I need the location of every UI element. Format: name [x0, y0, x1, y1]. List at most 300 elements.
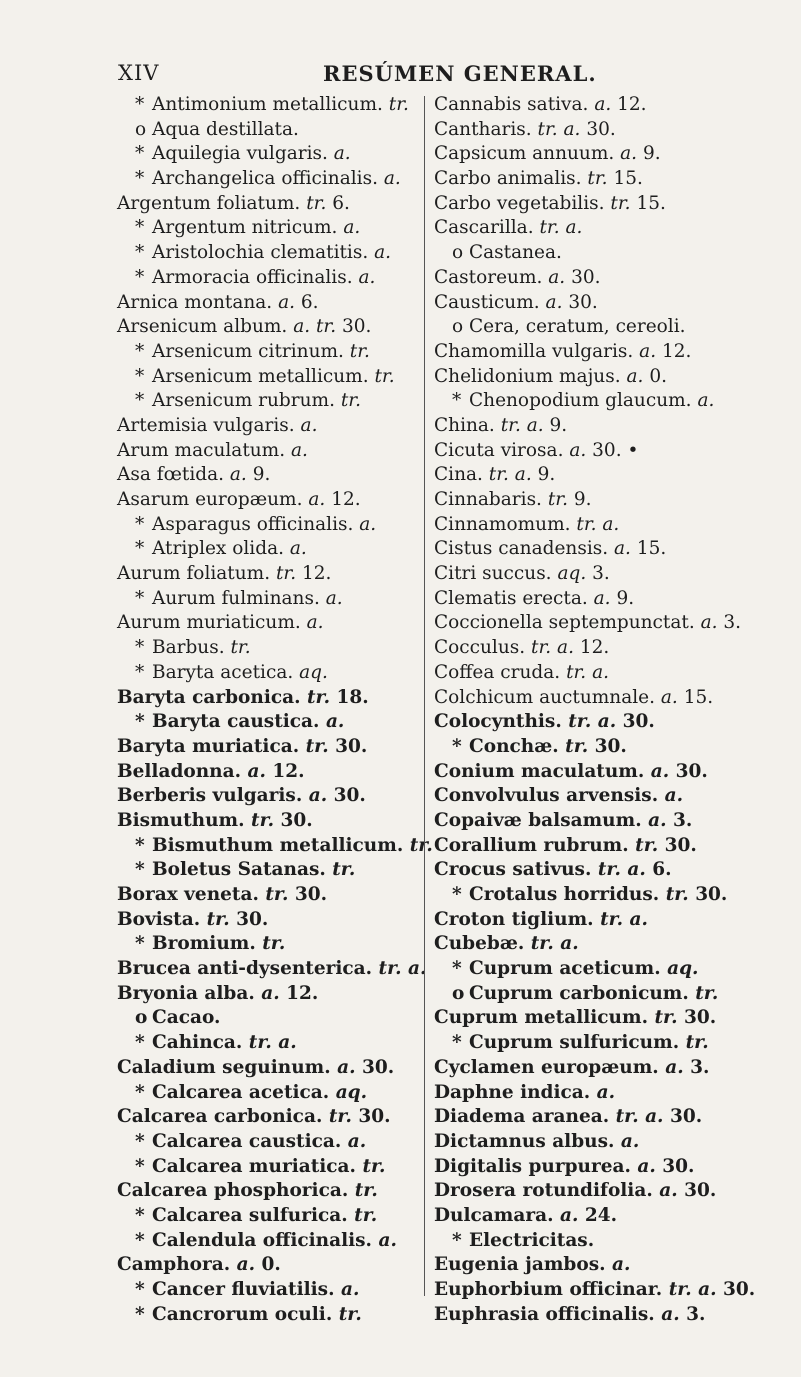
index-entry [117, 562, 419, 587]
index-entry [434, 908, 764, 933]
entry-name: Dictamnus albus. [434, 1130, 615, 1152]
entry-name: Conchæ. [469, 735, 559, 757]
index-entry [434, 932, 764, 957]
entry-preparation: a. [289, 538, 307, 560]
entry-dilution: 15. [613, 168, 643, 190]
index-entry [117, 1303, 419, 1328]
entry-name: Citri succus. [434, 563, 552, 585]
index-entry [434, 587, 764, 612]
entry-preparation: a. [229, 464, 247, 486]
index-entry [434, 365, 764, 390]
entry-preparation: a. [278, 291, 296, 313]
entry-name: Chenopodium glaucum. [469, 390, 692, 412]
index-entry [434, 414, 764, 439]
entry-name: Cacao. [152, 1007, 221, 1029]
entry-preparation: a. [620, 1130, 640, 1152]
entry-dilution: 9. [549, 414, 568, 436]
entry-dilution: 30. [335, 735, 368, 757]
entry-preparation: tr. [230, 637, 251, 659]
entry-preparation: tr. [695, 982, 719, 1004]
entry-name: Cubebæ. [434, 933, 525, 955]
entry-name: Electricitas. [469, 1229, 595, 1251]
entry-preparation: a. [291, 439, 308, 461]
index-entry [117, 488, 419, 513]
index-entry [434, 266, 764, 291]
entry-preparation: tr. [685, 1032, 709, 1054]
entry-dilution: 3. [592, 563, 610, 585]
entry-name: Baryta carbonica. [117, 686, 301, 708]
index-entry [117, 611, 419, 636]
entry-preparation: a. [626, 365, 644, 387]
index-entry [117, 340, 419, 365]
index-entry [117, 1179, 419, 1204]
index-entry [434, 710, 764, 735]
index-entry [434, 142, 764, 167]
entry-name: Digitalis purpurea. [434, 1155, 631, 1177]
index-entry [117, 291, 419, 316]
entry-dilution: 0. [261, 1254, 281, 1276]
entry-name: Daphne indica. [434, 1081, 591, 1103]
index-entry [434, 241, 764, 266]
entry-name: Aurum fulminans. [152, 587, 320, 609]
entry-preparation: a. [337, 1056, 356, 1078]
entry-name: Cera, ceratum, cereoli. [469, 316, 686, 338]
entry-name: Archangelica officinalis. [152, 168, 378, 190]
page-header [118, 58, 741, 88]
entry-name: Bismuthum metallicum. [152, 834, 404, 856]
entry-preparation: tr. [275, 563, 297, 585]
entry-preparation: aq. [299, 661, 328, 683]
index-entry [434, 661, 764, 686]
entry-dilution: 30. [675, 760, 708, 782]
index-entry [117, 1006, 419, 1031]
asterisk-marker: * [135, 143, 145, 165]
index-entry [434, 513, 764, 538]
index-entry [117, 661, 419, 686]
entry-name: Euphrasia officinalis. [434, 1303, 655, 1325]
index-entry [434, 1031, 764, 1056]
entry-preparation: tr. a. [576, 513, 620, 535]
page-number: XIV [118, 61, 160, 85]
entry-dilution: 30. [280, 809, 313, 831]
index-entry [117, 439, 419, 464]
index-entry [434, 93, 764, 118]
entry-preparation: tr. [328, 1106, 352, 1128]
entry-dilution: 24. [584, 1204, 618, 1226]
index-entry [434, 1303, 764, 1328]
index-entry [117, 1081, 419, 1106]
index-entry [434, 1155, 764, 1180]
entry-preparation: a. [620, 143, 638, 165]
entry-preparation: tr. a. [668, 1279, 717, 1300]
asterisk-marker: * [135, 538, 145, 560]
entry-name: Belladonna. [117, 760, 242, 782]
entry-name: Cina. [434, 464, 483, 486]
entry-dilution: 3. [686, 1303, 706, 1325]
entry-name: Copaivæ balsamum. [434, 809, 642, 831]
entry-preparation: a. [545, 291, 563, 313]
entry-name: Carbo vegetabilis. [434, 192, 605, 214]
entry-preparation: a. [343, 217, 361, 239]
entry-name: Cuprum aceticum. [469, 958, 661, 980]
index-entry [117, 513, 419, 538]
index-entry [434, 1253, 764, 1278]
entry-name: Calcarea sulfurica. [152, 1204, 348, 1226]
entry-preparation: a. [594, 94, 612, 115]
index-entry [434, 1006, 764, 1031]
entry-name: Bromium. [152, 933, 256, 955]
entry-preparation: tr. [305, 735, 329, 757]
index-entry [434, 611, 764, 636]
index-entry [117, 315, 419, 340]
entry-dilution: 30. [294, 884, 328, 905]
circle-marker: o [135, 1007, 148, 1029]
entry-preparation: tr. a. [597, 859, 646, 881]
entry-name: Berberis vulgaris. [117, 785, 303, 807]
entry-name: Coccionella septempunctat. [434, 612, 695, 634]
index-entry [434, 809, 764, 834]
entry-preparation: a. tr. [293, 316, 337, 338]
asterisk-marker: * [452, 1229, 462, 1251]
entry-preparation: tr. a. [566, 661, 609, 683]
entry-name: Arum maculatum. [117, 439, 286, 461]
running-head: RESÚMEN GENERAL. [323, 60, 597, 86]
entry-name: Aurum muriaticum. [117, 612, 301, 634]
entry-preparation: a. [700, 612, 718, 634]
entry-name: Cicuta virosa. [434, 439, 564, 461]
index-entry [117, 389, 419, 414]
index-entry [434, 784, 764, 809]
entry-preparation: a. [596, 1081, 616, 1103]
entry-preparation: a. [261, 982, 280, 1004]
index-entry [117, 93, 419, 118]
entry-dilution: 3. [723, 612, 742, 634]
asterisk-marker: * [135, 1155, 145, 1177]
index-entry [434, 167, 764, 192]
entry-name: Chelidonium majus. [434, 365, 621, 387]
entry-dilution: 3. [690, 1056, 710, 1078]
index-entry [117, 587, 419, 612]
entry-name: Cistus canadensis. [434, 538, 609, 560]
entry-preparation: tr. [340, 390, 361, 412]
entry-preparation: tr. a. [500, 414, 544, 436]
entry-name: Barbus. [152, 637, 225, 659]
index-entry [434, 1081, 764, 1106]
entry-name: Dulcamara. [434, 1204, 554, 1226]
index-entry [117, 957, 427, 982]
entry-name: Arsenicum metallicum. [152, 365, 369, 387]
entry-dilution: 6. [300, 291, 319, 313]
entry-dilution: 9. [573, 489, 592, 510]
entry-name: Coffea cruda. [434, 661, 561, 683]
entry-dilution: 30. [723, 1279, 756, 1300]
index-entry [117, 932, 419, 957]
entry-name: Brucea anti-dysenterica. [117, 958, 373, 980]
index-entry [434, 1204, 764, 1229]
asterisk-marker: * [135, 217, 145, 239]
entry-name: Eugenia jambos. [434, 1254, 606, 1276]
index-entry [117, 1155, 419, 1180]
entry-name: Boletus Satanas. [152, 859, 326, 881]
index-entry [434, 982, 764, 1007]
entry-preparation: tr. a. [248, 1032, 297, 1054]
entry-dilution: 15. [636, 192, 666, 214]
entry-name: Cahinca. [152, 1032, 243, 1054]
index-entry [117, 414, 419, 439]
entry-dilution: 30. [622, 711, 655, 733]
entry-dilution: 9. [616, 587, 635, 609]
entry-preparation: a. [659, 1180, 678, 1202]
index-entry [434, 216, 764, 241]
circle-marker: o [452, 982, 465, 1004]
index-entry [434, 735, 764, 760]
entry-name: Bovista. [117, 908, 201, 930]
entry-dilution: 0. [649, 365, 667, 387]
entry-name: Arsenicum citrinum. [152, 340, 344, 362]
index-entry [117, 1278, 419, 1303]
entry-preparation: tr. [388, 94, 409, 115]
entry-name: Bryonia alba. [117, 982, 255, 1004]
asterisk-marker: * [135, 1081, 145, 1103]
asterisk-marker: * [135, 390, 145, 412]
entry-preparation: tr. [565, 735, 589, 757]
entry-dilution: 30. [342, 316, 372, 338]
index-entry [117, 1253, 419, 1278]
entry-preparation: tr. [306, 192, 327, 214]
entry-name: Baryta muriatica. [117, 735, 300, 757]
index-entry [117, 636, 419, 661]
entry-dilution: 18. [336, 686, 369, 708]
entry-dilution: 30. [669, 1106, 703, 1128]
entry-dilution: 30. [683, 1007, 717, 1029]
entry-preparation: a. [300, 414, 318, 436]
asterisk-marker: * [135, 1303, 145, 1325]
entry-dilution: 3. [672, 809, 693, 831]
index-entry [117, 883, 419, 908]
entry-name: Arsenicum album. [117, 316, 288, 338]
entry-name: Calcarea phosphorica. [117, 1180, 349, 1202]
entry-preparation: tr. a. [615, 1106, 664, 1128]
entry-preparation: tr. a. [539, 217, 583, 239]
index-entry [434, 834, 764, 859]
entry-preparation: a. [347, 1130, 367, 1152]
entry-name: Colocynthis. [434, 711, 562, 733]
entry-preparation: a. [247, 760, 266, 782]
entry-dilution: 30. [568, 291, 598, 313]
index-entry [434, 858, 764, 883]
index-entry [117, 118, 419, 143]
index-entry [117, 365, 419, 390]
entry-name: Chamomilla vulgaris. [434, 340, 634, 362]
entry-preparation: a. [660, 686, 678, 708]
entry-preparation: tr. [362, 1155, 386, 1177]
entry-preparation: tr. [587, 168, 608, 190]
entry-preparation: tr. [251, 809, 275, 831]
index-entry [117, 266, 419, 291]
index-entry [117, 686, 419, 711]
entry-dilution: 30. • [592, 439, 639, 461]
index-entry [117, 537, 419, 562]
entry-dilution: 9. [252, 464, 271, 486]
index-entry [434, 686, 764, 711]
entry-preparation: a. [559, 1204, 579, 1226]
entry-preparation: a. [637, 1155, 656, 1177]
entry-preparation: a. [378, 1229, 397, 1251]
entry-name: Arsenicum rubrum. [152, 390, 335, 412]
asterisk-marker: * [135, 340, 145, 362]
entry-preparation: tr. [610, 192, 631, 214]
index-entry [117, 760, 419, 785]
entry-name: Convolvulus arvensis. [434, 785, 659, 807]
entry-name: Asa fœtida. [117, 464, 225, 486]
left-column [117, 93, 433, 1327]
index-entry [434, 1056, 764, 1081]
entry-preparation: tr. a. [568, 711, 617, 733]
asterisk-marker: * [135, 859, 145, 881]
entry-preparation: aq. [667, 958, 699, 980]
entry-name: Aquilegia vulgaris. [152, 143, 328, 165]
circle-marker: o [135, 118, 147, 140]
index-entry [434, 1179, 764, 1204]
entry-preparation: a. [665, 1056, 684, 1078]
entry-dilution: 30. [362, 1056, 395, 1078]
entry-name: Cantharis. [434, 118, 532, 140]
asterisk-marker: * [452, 884, 462, 905]
entry-name: Cuprum metallicum. [434, 1007, 649, 1029]
index-entry [434, 463, 764, 488]
entry-preparation: tr. [332, 859, 356, 881]
entry-preparation: tr. a. [378, 958, 427, 980]
asterisk-marker: * [135, 1130, 145, 1152]
index-entry [117, 1204, 419, 1229]
entry-preparation: tr. [635, 834, 659, 856]
entry-name: Argentum foliatum. [117, 192, 301, 214]
entry-name: Croton tiglium. [434, 908, 594, 930]
entry-preparation: a. [648, 809, 667, 831]
entry-preparation: a. [374, 242, 392, 264]
entry-name: Cocculus. [434, 637, 526, 659]
entry-preparation: a. [639, 340, 657, 362]
entry-preparation: aq. [557, 563, 587, 585]
circle-marker: o [452, 316, 464, 338]
entry-preparation: a. [358, 266, 376, 288]
entry-preparation: tr. [262, 933, 286, 955]
entry-preparation: tr. [665, 884, 689, 905]
entry-dilution: 6. [332, 192, 350, 214]
circle-marker: o [452, 242, 464, 264]
index-entry [434, 315, 764, 340]
index-entry [434, 883, 764, 908]
asterisk-marker: * [135, 661, 145, 683]
entry-preparation: a. [548, 266, 566, 288]
entry-preparation: a. [236, 1254, 256, 1276]
entry-name: Calendula officinalis. [152, 1229, 372, 1251]
asterisk-marker: * [135, 1229, 145, 1251]
index-entry [434, 389, 764, 414]
entry-dilution: 30. [333, 785, 366, 807]
entry-preparation: tr. a. [537, 118, 581, 140]
entry-preparation: tr. [374, 365, 395, 387]
asterisk-marker: * [135, 365, 145, 387]
asterisk-marker: * [452, 735, 462, 757]
index-entry [434, 1278, 764, 1303]
entry-dilution: 12. [579, 637, 610, 659]
asterisk-marker: * [135, 1204, 145, 1226]
entry-name: Cinnabaris. [434, 489, 542, 510]
index-entry [434, 1229, 764, 1254]
entry-name: Aristolochia clematitis. [152, 242, 369, 264]
entry-name: Corallium rubrum. [434, 834, 629, 856]
entry-preparation: tr. [654, 1007, 678, 1029]
entry-name: Castanea. [469, 242, 562, 264]
index-entry [117, 1056, 419, 1081]
entry-dilution: 30. [236, 908, 269, 930]
entry-name: Caladium seguinum. [117, 1056, 331, 1078]
entry-name: Borax veneta. [117, 884, 259, 905]
entry-name: Causticum. [434, 291, 540, 313]
asterisk-marker: * [452, 1032, 462, 1054]
entry-name: Drosera rotundifolia. [434, 1180, 653, 1202]
asterisk-marker: * [135, 168, 145, 190]
entry-dilution: 30. [684, 1180, 717, 1202]
entry-name: Armoracia officinalis. [152, 266, 353, 288]
entry-dilution: 15. [683, 686, 714, 708]
entry-name: Conium maculatum. [434, 760, 645, 782]
index-entry [434, 488, 764, 513]
entry-name: Cinnamomum. [434, 513, 571, 535]
entry-preparation: a. [661, 1303, 680, 1325]
entry-preparation: tr. [206, 908, 230, 930]
entry-name: Carbo animalis. [434, 168, 582, 190]
entry-name: Cannabis sativa. [434, 94, 589, 115]
index-entry [117, 710, 419, 735]
column-divider [424, 96, 425, 1296]
entry-preparation: tr. [354, 1204, 378, 1226]
entry-preparation: aq. [335, 1081, 368, 1103]
entry-name: Camphora. [117, 1254, 231, 1276]
entry-dilution: 12. [286, 982, 319, 1004]
entry-name: Colchicum auctumnale. [434, 686, 655, 708]
index-entry [117, 241, 419, 266]
entry-dilution: 30. [586, 118, 616, 140]
index-entry [117, 167, 419, 192]
entry-name: Baryta acetica. [152, 661, 294, 683]
entry-dilution: 6. [652, 859, 672, 881]
index-entry [117, 735, 419, 760]
entry-dilution: 30. [571, 266, 601, 288]
right-column [434, 93, 764, 1327]
entry-dilution: 15. [636, 538, 667, 560]
entry-dilution: 12. [331, 489, 361, 510]
entry-dilution: 12. [661, 340, 692, 362]
entry-name: Artemisia vulgaris. [117, 414, 295, 436]
entry-preparation: a. [383, 168, 401, 190]
index-entry [434, 1105, 764, 1130]
index-entry [117, 216, 419, 241]
entry-preparation: tr. a. [531, 637, 574, 659]
index-entry [434, 439, 764, 464]
asterisk-marker: * [452, 390, 462, 412]
index-entry [434, 291, 764, 316]
index-entry [117, 463, 419, 488]
entry-name: China. [434, 414, 495, 436]
index-entry [434, 118, 764, 143]
entry-preparation: a. [306, 612, 324, 634]
asterisk-marker: * [135, 513, 145, 535]
index-entry [434, 1130, 764, 1155]
entry-name: Baryta caustica. [152, 711, 320, 733]
index-entry [434, 192, 764, 217]
